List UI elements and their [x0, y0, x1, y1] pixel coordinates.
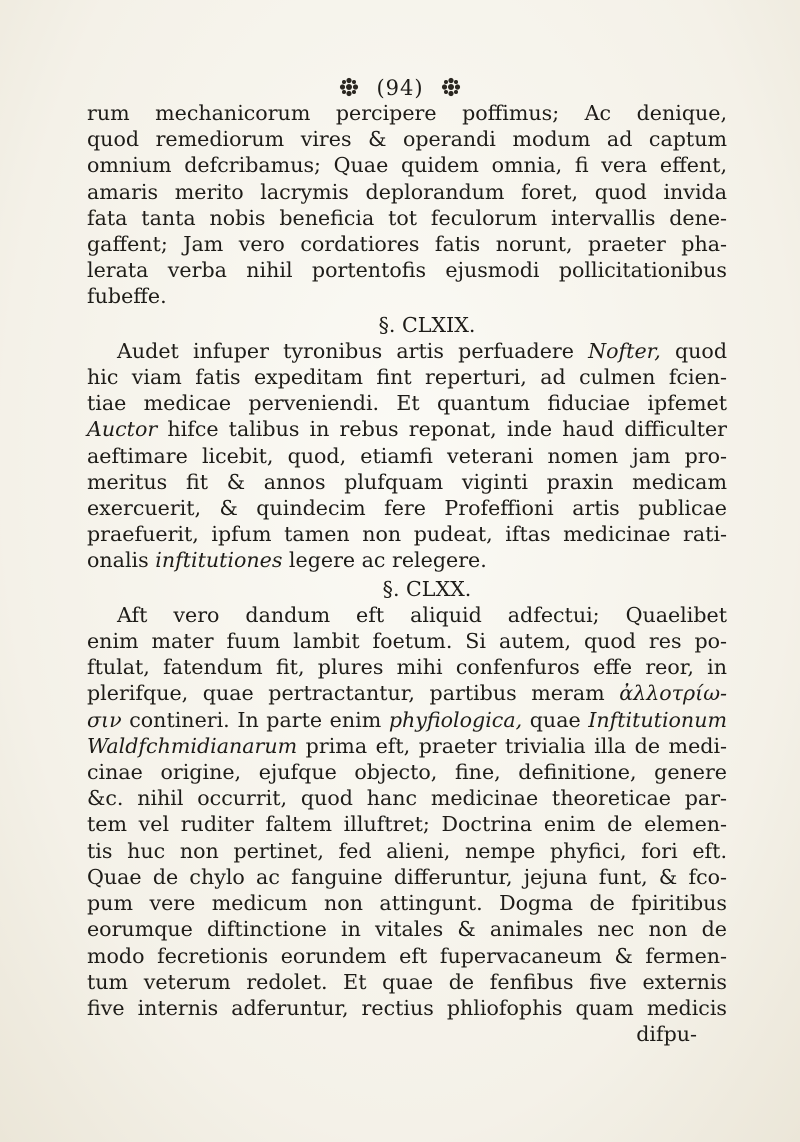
text-line — [87, 602, 727, 628]
section-heading — [87, 576, 727, 602]
text-run: contineri. In parte enim — [121, 707, 389, 732]
text-line — [87, 338, 727, 364]
text-run: fubeffe. — [87, 284, 167, 309]
text-line — [87, 179, 727, 205]
text-run: &c. nihil occurrit, quod hanc medicinae theoreticae par- — [87, 786, 727, 811]
text-line — [87, 416, 727, 442]
text-run: cinae origine, ejufque objecto, fine, definitione, genere — [87, 760, 727, 785]
text-run: difpu- — [636, 1022, 697, 1047]
text-run: hifce talibus in rebus reponat, inde haud difficulter — [157, 417, 727, 442]
text-run: pum vere medicum non attingunt. Dogma de fpiritibus — [87, 891, 727, 916]
text-run: tiae medicae perveniendi. Et quantum fiduciae ipfemet — [87, 391, 727, 416]
text-run: gaffent; Jam vero cordatiores fatis norunt, praeter pha- — [87, 232, 727, 257]
text-run: onalis — [87, 548, 156, 573]
body-text — [87, 100, 727, 1047]
text-line — [87, 257, 727, 283]
text-run: ftulat, fatendum fit, plures mihi confenfuros effe reor, in — [87, 655, 727, 680]
page-number: (94) — [376, 76, 424, 100]
text-run: Quae de chylo ac fanguine differuntur, jejuna funt, & fco- — [87, 864, 727, 889]
text-line — [87, 943, 727, 969]
text-line — [87, 916, 727, 942]
text-run: praefuerit, ipfum tamen non pudeat, iftas medicinae rati- — [87, 522, 727, 547]
section-heading — [87, 312, 727, 338]
text-line — [87, 364, 727, 390]
italic-text: inftitutiones — [155, 548, 283, 573]
italic-text: Inftitutionum — [588, 707, 727, 732]
floral-ornament-icon — [339, 77, 359, 102]
text-line — [87, 733, 727, 759]
text-run: quae — [522, 707, 589, 732]
text-line — [87, 443, 727, 469]
text-run: omnium defcribamus; Quae quidem omnia, fi vera effent, — [87, 153, 727, 178]
text-line — [87, 890, 727, 916]
text-line — [87, 100, 727, 126]
text-run: enim mater fuum lambit foetum. Si autem, quod res po- — [87, 629, 727, 654]
text-run: tum veterum redolet. Et quae de fenfibus five externis — [87, 969, 727, 994]
text-line — [87, 864, 727, 890]
text-run: modo fecretionis eorundem eft fupervacaneum & fermen- — [87, 943, 727, 968]
text-line — [87, 469, 727, 495]
text-line — [87, 785, 727, 811]
text-run: §. CLXIX. — [378, 312, 476, 337]
floral-ornament-icon — [441, 77, 461, 102]
text-line — [87, 126, 727, 152]
text-run: fata tanta nobis beneficia tot feculorum intervallis dene- — [87, 205, 727, 230]
text-run: plerifque, quae pertractantur, partibus meram — [87, 681, 620, 706]
text-run: tis huc non pertinet, fed alieni, nempe phyfici, fori eft. — [87, 838, 727, 863]
text-run: legere ac relegere. — [282, 548, 487, 573]
italic-text: ἀλλοτρίω- — [619, 681, 727, 706]
text-line — [87, 547, 727, 573]
text-line — [87, 759, 727, 785]
text-line — [87, 521, 727, 547]
page-header — [0, 76, 800, 102]
text-line — [87, 969, 727, 995]
italic-text: Nofter, — [588, 338, 661, 363]
text-line — [87, 231, 727, 257]
text-run: exercuerit, & quindecim fere Profeffioni artis publicae — [87, 496, 727, 521]
text-line — [87, 152, 727, 178]
text-run: rum mechanicorum percipere poffimus; Ac denique, — [87, 101, 727, 125]
text-run: quod — [660, 338, 728, 363]
text-run: five internis adferuntur, rectius phliofophis quam medicis — [87, 995, 727, 1020]
text-line — [87, 995, 727, 1021]
text-run: §. CLXX. — [382, 576, 472, 601]
italic-text: σιν — [87, 707, 122, 732]
text-run: quod remediorum vires & operandi modum ad captum — [87, 127, 727, 152]
text-run: meritus fit & annos plufquam viginti praxin medicam — [87, 469, 727, 494]
text-run: Audet infuper tyronibus artis perfuadere — [117, 338, 589, 363]
text-run: hic viam fatis expeditam fint reperturi, ad culmen fcien- — [87, 365, 727, 390]
text-line — [87, 495, 727, 521]
italic-text: phyfiologica, — [388, 707, 523, 732]
text-line — [87, 390, 727, 416]
italic-text: Auctor — [87, 417, 158, 442]
text-line — [87, 811, 727, 837]
text-line — [87, 283, 727, 309]
text-line — [87, 680, 727, 706]
text-run: aeftimare licebit, quod, etiamfi veterani nomen jam pro- — [87, 443, 727, 468]
italic-text: Waldfchmidianarum — [87, 733, 298, 758]
catchword — [87, 1021, 727, 1047]
text-line — [87, 628, 727, 654]
text-run: eorumque diftinctione in vitales & animales nec non de — [87, 917, 727, 942]
text-line — [87, 205, 727, 231]
text-line — [87, 654, 727, 680]
text-run: lerata verba nihil portentofis ejusmodi pollicitationibus — [87, 258, 727, 283]
text-run: Aft vero dandum eft aliquid adfectui; Quaelibet — [117, 602, 727, 627]
text-line — [87, 838, 727, 864]
text-run: prima eft, praeter trivialia illa de medi- — [297, 733, 727, 758]
text-run: tem vel ruditer faltem illuftret; Doctrina enim de elemen- — [87, 812, 727, 837]
text-line — [87, 707, 727, 733]
text-run: amaris merito lacrymis deplorandum foret, quod invida — [87, 179, 727, 204]
